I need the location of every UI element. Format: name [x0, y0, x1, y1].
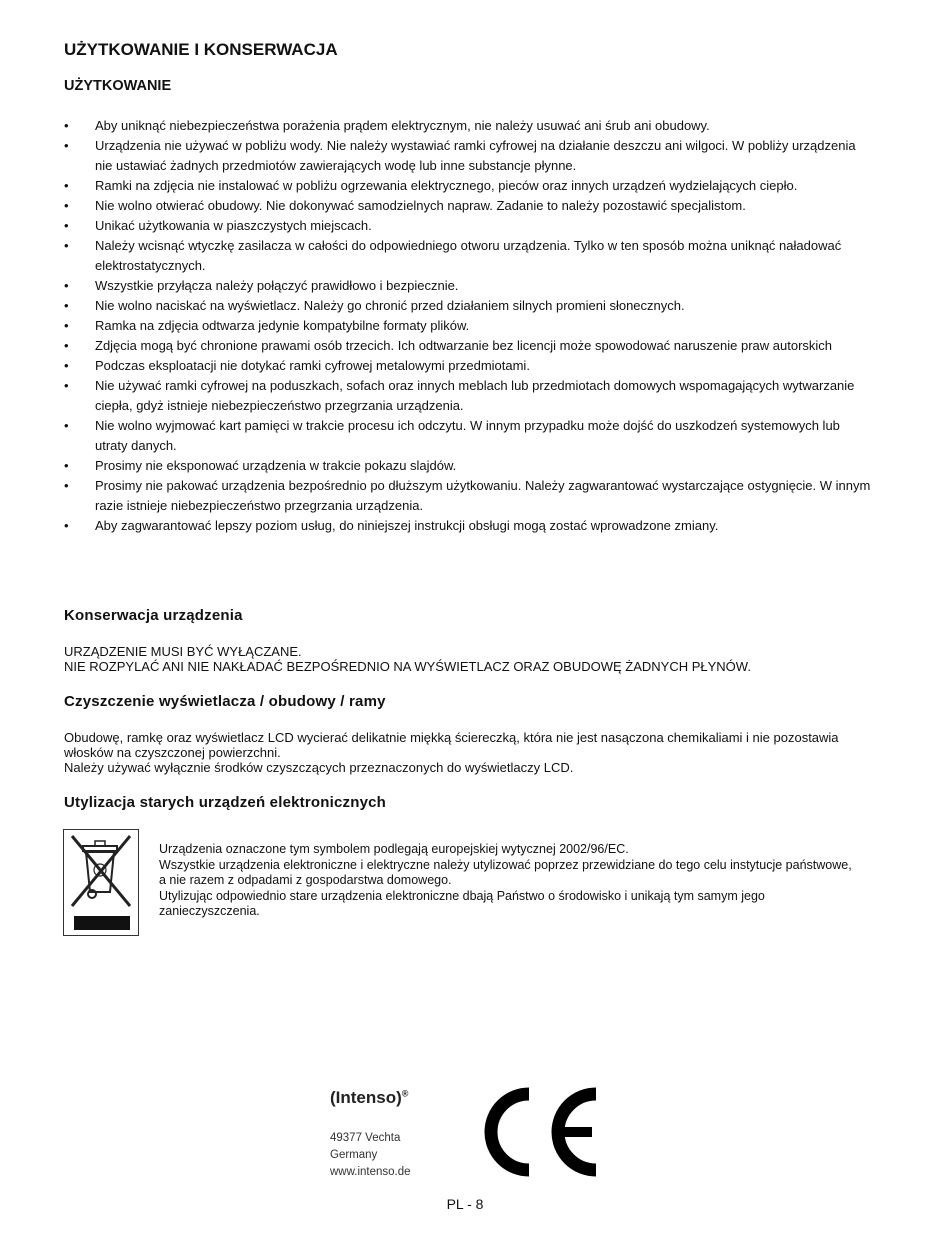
- cleaning-heading: Czyszczenie wyświetlacza / obudowy / ramy: [64, 693, 386, 710]
- list-item: • Ramki na zdjęcia nie instalować w pobliżu ogrzewania elektrycznego, pieców oraz innych urządzeń wydzielających ciepło.: [64, 176, 874, 196]
- list-item: • Należy wcisnąć wtyczkę zasilacza w całości do odpowiedniego otworu urządzenia. Tylko w ten sposób można uniknąć naładować elektrostatycznych.: [64, 236, 874, 276]
- address-website: www.intenso.de: [330, 1166, 411, 1178]
- intenso-logo: (Intenso)®: [330, 1088, 409, 1107]
- maintenance-line-1: URZĄDZENIE MUSI BYĆ WYŁĄCZANE.: [64, 644, 302, 659]
- maintenance-line-2: NIE ROZPYLAĆ ANI NIE NAKŁADAĆ BEZPOŚREDNIO NA WYŚWIETLACZ ORAZ OBUDOWĘ ŻADNYCH PŁYNÓW.: [64, 659, 751, 674]
- list-item: • Nie wolno otwierać obudowy. Nie dokonywać samodzielnych napraw. Zadanie to należy pozostawić specjalistom.: [64, 196, 874, 216]
- list-item: • Nie wolno wyjmować kart pamięci w trakcie procesu ich odczytu. W innym przypadku może dojść do uszkodzeń systemowych lub utraty danych.: [64, 416, 874, 456]
- cleaning-paragraph-1: Obudowę, ramkę oraz wyświetlacz LCD wycierać delikatnie miękką ściereczką, która nie jest nasączona chemikaliami i nie pozostawia włosków na czyszczonej powierzchni.: [64, 730, 839, 760]
- disposal-text: [159, 842, 859, 920]
- list-item: • Urządzenia nie używać w pobliżu wody. Nie należy wystawiać ramki cyfrowej na działanie deszczu ani wilgoci. W pobliży urządzenia nie ustawiać żadnych przedmiotów zawierających wodę lub inne substancje płynne.: [64, 136, 874, 176]
- address-line-2: Germany: [330, 1149, 378, 1161]
- ce-mark-icon: [472, 1082, 602, 1187]
- list-item: • Unikać użytkowania w piaszczystych miejscach.: [64, 216, 874, 236]
- list-item: • Podczas eksploatacji nie dotykać ramki cyfrowej metalowymi przedmiotami.: [64, 356, 874, 376]
- list-item: • Ramka na zdjęcia odtwarza jedynie kompatybilne formaty plików.: [64, 316, 874, 336]
- disposal-line-2: Wszystkie urządzenia elektroniczne i elektryczne należy utylizować poprzez przewidziane do tego celu instytucje państwowe, a nie razem z odpadami z gospodarstwa domowego.: [159, 857, 852, 887]
- disposal-line-3: Utylizując odpowiednio stare urządzenia elektroniczne dbają Państwo o środowisko i unikają tym samym jego zanieczyszczenia.: [159, 888, 765, 918]
- main-heading: UŻYTKOWANIE I KONSERWACJA: [64, 40, 338, 59]
- list-item: • Nie wolno naciskać na wyświetlacz. Należy go chronić przed działaniem silnych promieni słonecznych.: [64, 296, 874, 316]
- list-item: • Prosimy nie eksponować urządzenia w trakcie pokazu slajdów.: [64, 456, 874, 476]
- manufacturer-address: [330, 1130, 411, 1181]
- address-line-1: 49377 Vechta: [330, 1132, 401, 1144]
- list-item: • Nie używać ramki cyfrowej na poduszkach, sofach oraz innych meblach lub przedmiotach domowych wspomagających wytwarzanie ciepła, gdyż istnieje niebezpieczeństwo przegrzania urządzenia.: [64, 376, 874, 416]
- usage-heading: UŻYTKOWANIE: [64, 78, 172, 94]
- maintenance-heading: Konserwacja urządzenia: [64, 607, 243, 624]
- usage-bullet-list: [64, 116, 874, 536]
- list-item: • Wszystkie przyłącza należy połączyć prawidłowo i bezpiecznie.: [64, 276, 874, 296]
- disposal-heading: Utylizacja starych urządzeń elektronicznych: [64, 794, 387, 811]
- page-number: PL - 8: [446, 1196, 484, 1212]
- crossed-out-wheelie-bin-icon: [63, 829, 139, 936]
- list-item: • Prosimy nie pakować urządzenia bezpośrednio po dłuższym użytkowaniu. Należy zagwarantować wystarczające ostygnięcie. W innym razie istnieje niebezpieczeństwo przegrzania urządzenia.: [64, 476, 874, 516]
- list-item: • Zdjęcia mogą być chronione prawami osób trzecich. Ich odtwarzanie bez licencji może spowodować naruszenie praw autorskich: [64, 336, 874, 356]
- disposal-line-1: Urządzenia oznaczone tym symbolem podlegają europejskiej wytycznej 2002/96/EC.: [159, 842, 629, 856]
- list-item: • Aby zagwarantować lepszy poziom usług, do niniejszej instrukcji obsługi mogą zostać wprowadzone zmiany.: [64, 516, 874, 536]
- list-item: • Aby uniknąć niebezpieczeństwa porażenia prądem elektrycznym, nie należy usuwać ani śrub ani obudowy.: [64, 116, 874, 136]
- cleaning-paragraph-2: Należy używać wyłącznie środków czyszczących przeznaczonych do wyświetlaczy LCD.: [64, 760, 574, 775]
